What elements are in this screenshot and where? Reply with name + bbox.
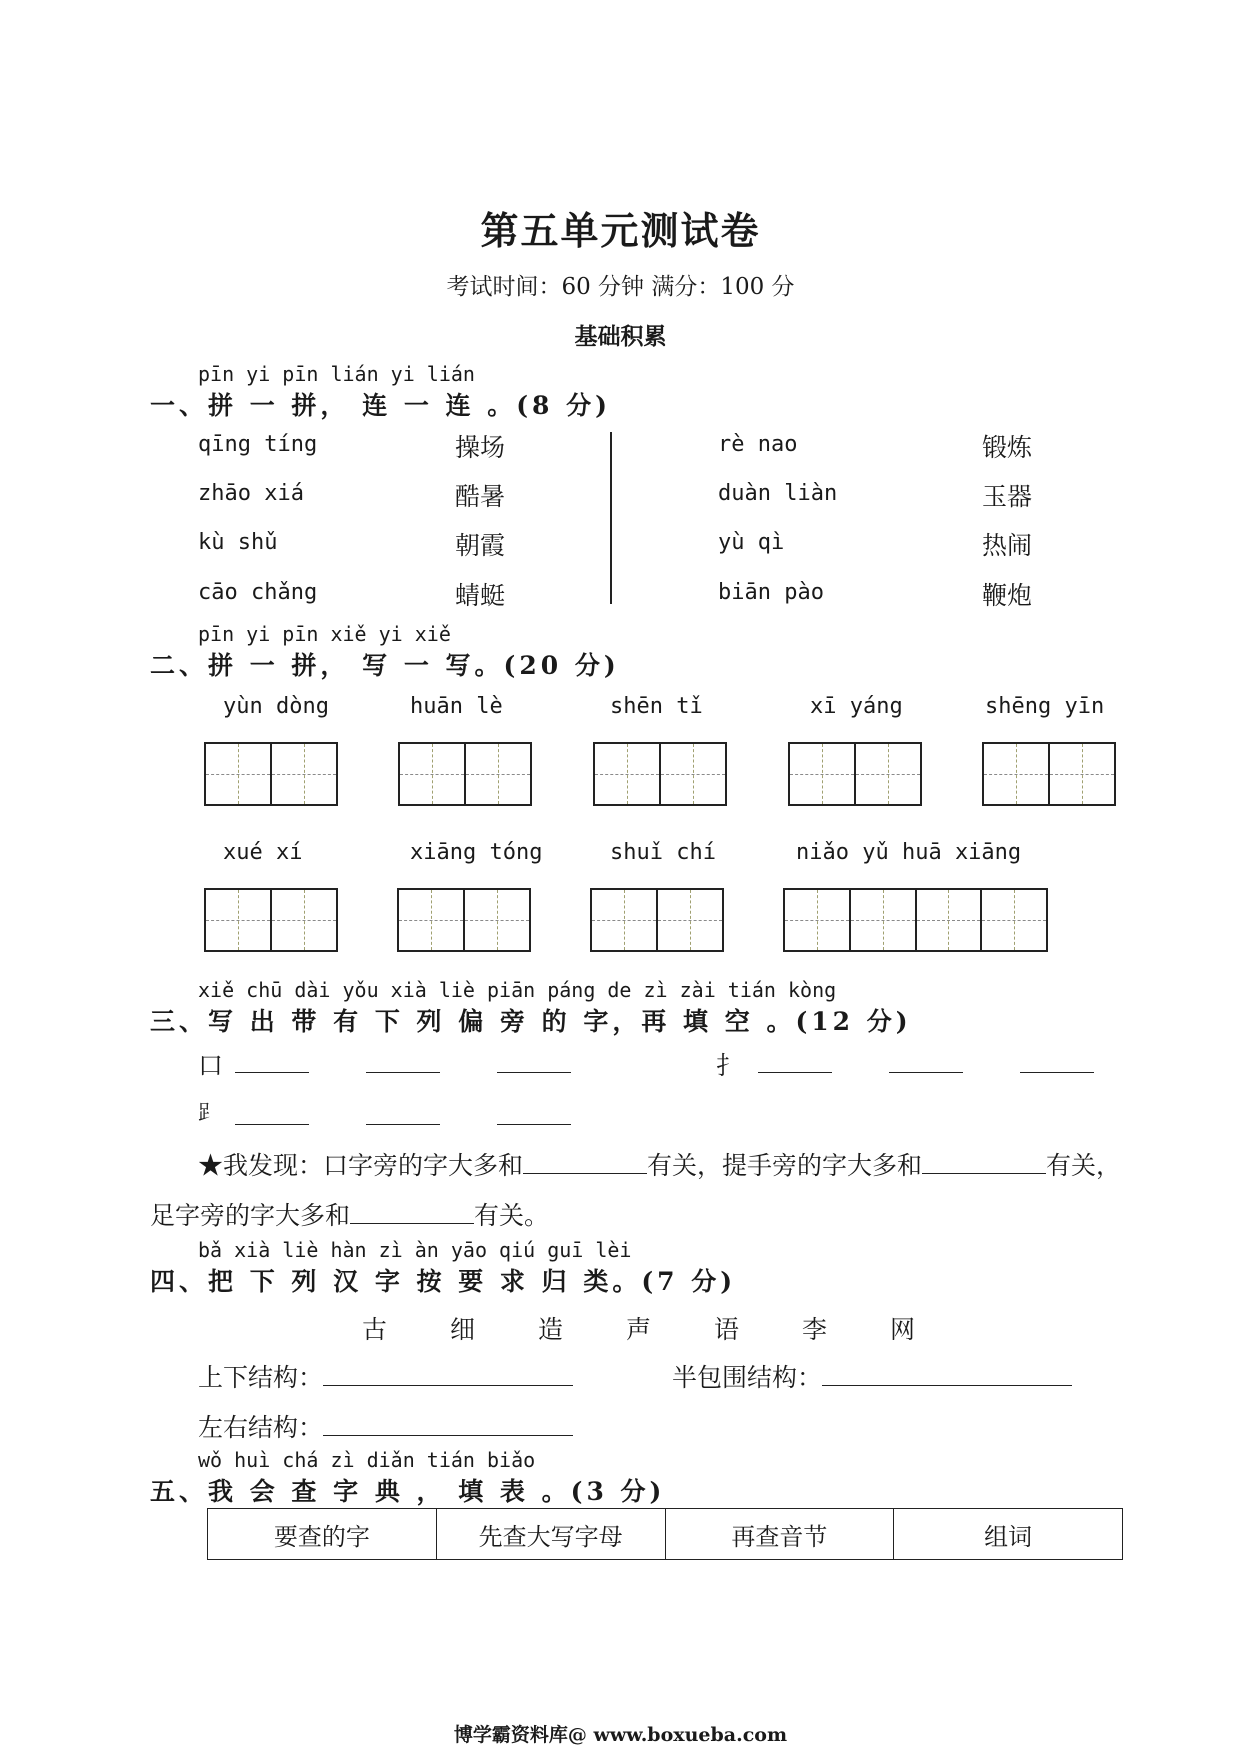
discovery-text: 有关，提手旁的字大多和 xyxy=(647,1151,923,1180)
table-header-cell: 组词 xyxy=(894,1509,1123,1560)
writing-grid[interactable] xyxy=(204,742,338,806)
answer-blank[interactable] xyxy=(323,1413,573,1436)
q1-left-pinyin: kù shǔ xyxy=(198,530,278,555)
q2-word-pinyin: xī yáng xyxy=(810,694,903,719)
discovery-text: 有关， xyxy=(1046,1151,1122,1180)
q1-right-word: 热闹 xyxy=(982,531,1033,560)
writing-grid[interactable] xyxy=(982,742,1116,806)
q1-left-word: 操场 xyxy=(455,433,506,462)
q5-title: 五、我 会 查 字 典 ， 填 表 。(3 分) xyxy=(150,1477,666,1506)
answer-blank[interactable] xyxy=(497,1050,571,1077)
category-label: 半包围结构： xyxy=(672,1363,823,1392)
q1-left-pinyin: cāo chǎng xyxy=(198,580,318,605)
table-header-row xyxy=(208,1509,1123,1560)
q1-left-word: 酷暑 xyxy=(455,482,506,511)
q1-right-word: 玉器 xyxy=(982,482,1033,511)
q2-word-pinyin: yùn dòng xyxy=(223,694,329,719)
char-item: 声 xyxy=(626,1315,652,1344)
answer-blank[interactable] xyxy=(366,1050,440,1077)
q2-word-pinyin: huān lè xyxy=(410,694,503,719)
q1-right-word: 锻炼 xyxy=(982,433,1033,462)
category-label: 左右结构： xyxy=(198,1413,324,1442)
category-half-surround xyxy=(672,1358,1072,1394)
writing-grid[interactable] xyxy=(593,742,727,806)
q2-pinyin: pīn yi pīn xiě yi xiě xyxy=(198,622,451,646)
char-item: 细 xyxy=(450,1315,476,1344)
q2-word-pinyin: xiāng tóng xyxy=(410,840,543,865)
q2-word-pinyin: shēn tǐ xyxy=(610,694,703,719)
page-title: 第五单元测试卷 xyxy=(480,208,761,253)
q2-word-pinyin: xué xí xyxy=(223,840,303,865)
q2-word-pinyin: niǎo yǔ huā xiāng xyxy=(796,840,1022,865)
answer-blank[interactable] xyxy=(922,1151,1046,1174)
divider-line xyxy=(610,432,612,604)
answer-blank[interactable] xyxy=(822,1363,1072,1386)
char-item: 网 xyxy=(890,1315,916,1344)
answer-blank[interactable] xyxy=(497,1102,571,1129)
q1-title: 一、拼 一 拼， 连 一 连 。(8 分) xyxy=(150,391,611,420)
discovery-text: 有关。 xyxy=(474,1201,550,1230)
answer-blank[interactable] xyxy=(235,1050,309,1077)
writing-grid[interactable] xyxy=(783,888,1048,952)
writing-grid[interactable] xyxy=(590,888,724,952)
exam-info: 考试时间：60 分钟 满分：100 分 xyxy=(446,274,795,300)
answer-blank[interactable] xyxy=(758,1050,832,1077)
discovery-text: ★我发现：口字旁的字大多和 xyxy=(198,1151,524,1180)
answer-blank[interactable] xyxy=(1020,1050,1094,1077)
writing-grid[interactable] xyxy=(397,888,531,952)
q1-pinyin: pīn yi pīn lián yi lián xyxy=(198,362,475,386)
q4-pinyin: bǎ xià liè hàn zì àn yāo qiú guī lèi xyxy=(198,1238,632,1262)
section-heading: 基础积累 xyxy=(574,323,667,350)
category-label: 上下结构： xyxy=(198,1363,324,1392)
q4-title: 四、把 下 列 汉 字 按 要 求 归 类。(7 分) xyxy=(150,1267,737,1296)
answer-blank[interactable] xyxy=(523,1151,647,1174)
category-top-bottom xyxy=(198,1358,573,1394)
q1-left-pinyin: qīng tíng xyxy=(198,432,318,457)
q1-right-pinyin: biān pào xyxy=(718,580,824,605)
q1-left-pinyin: zhāo xiá xyxy=(198,481,304,506)
char-item: 语 xyxy=(714,1315,740,1344)
char-item: 古 xyxy=(362,1315,388,1344)
answer-blank[interactable] xyxy=(323,1363,573,1386)
answer-blank[interactable] xyxy=(235,1102,309,1129)
writing-grid[interactable] xyxy=(204,888,338,952)
q3-pinyin: xiě chū dài yǒu xià liè piān páng de zì zài tián kòng xyxy=(198,978,837,1002)
q1-right-pinyin: duàn liàn xyxy=(718,481,838,506)
radical-foot: 𧾷 xyxy=(198,1100,218,1124)
table-header-cell: 先查大写字母 xyxy=(436,1509,665,1560)
table-header-cell: 再查音节 xyxy=(665,1509,894,1560)
table-header-cell: 要查的字 xyxy=(208,1509,437,1560)
q2-word-pinyin: shuǐ chí xyxy=(610,840,716,865)
discovery-text: 足字旁的字大多和 xyxy=(150,1201,351,1230)
discovery-line-1 xyxy=(198,1146,1121,1182)
q1-left-word: 朝霞 xyxy=(455,531,506,560)
writing-grid[interactable] xyxy=(398,742,532,806)
answer-blank[interactable] xyxy=(889,1050,963,1077)
answer-blank[interactable] xyxy=(366,1102,440,1129)
q1-right-pinyin: rè nao xyxy=(718,432,798,457)
dictionary-table xyxy=(207,1508,1123,1560)
q1-left-word: 蜻蜓 xyxy=(455,581,506,610)
q2-title: 二、拼 一 拼， 写 一 写。(20 分) xyxy=(150,651,620,680)
q2-word-pinyin: shēng yīn xyxy=(985,694,1105,719)
q3-title: 三、写 出 带 有 下 列 偏 旁 的 字，再 填 空 。(12 分) xyxy=(150,1007,912,1036)
answer-blank[interactable] xyxy=(350,1201,474,1224)
footer-watermark: 博学霸资料库@ www.boxueba.com xyxy=(453,1724,788,1746)
discovery-line-2 xyxy=(150,1196,549,1232)
q1-right-pinyin: yù qì xyxy=(718,530,785,555)
char-item: 李 xyxy=(802,1315,828,1344)
char-item: 造 xyxy=(538,1315,564,1344)
category-left-right xyxy=(198,1408,573,1444)
writing-grid[interactable] xyxy=(788,742,922,806)
radical-hand: 扌 xyxy=(716,1051,742,1080)
q5-pinyin: wǒ huì chá zì diǎn tián biǎo xyxy=(198,1448,536,1472)
q1-right-word: 鞭炮 xyxy=(982,581,1033,610)
radical-mouth: 口 xyxy=(198,1051,224,1080)
